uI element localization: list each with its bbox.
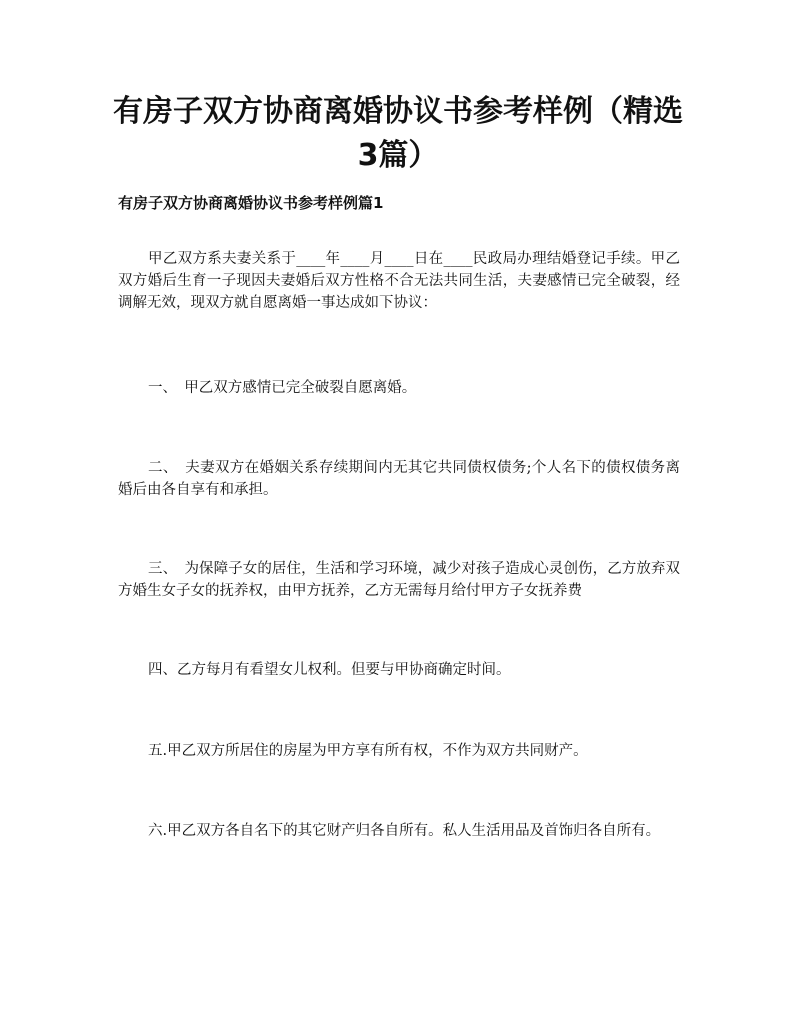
clause-1: 一、 甲乙双方感情已完全破裂自愿离婚。 bbox=[148, 380, 417, 396]
clause-5: 五.甲乙双方所居住的房屋为甲方享有所有权，不作为双方共同财产。 bbox=[148, 743, 588, 759]
clause-3: 三、 为保障子女的居住，生活和学习环境，减少对孩子造成心灵创伤，乙方放弃双方婚生女子女的抚养权，由甲方抚养，乙方无需每月给付甲方子女抚养费 bbox=[118, 561, 680, 599]
clause-4: 四、乙方每月有看望女儿权利。但要与甲协商确定时间。 bbox=[148, 662, 511, 678]
document-title-line-1: 有房子双方协商离婚协议书参考样例（精选 bbox=[113, 94, 683, 129]
document-title-line-2: 3篇） bbox=[357, 138, 439, 173]
section-heading: 有房子双方协商离婚协议书参考样例篇1 bbox=[118, 194, 384, 212]
clause-2: 二、 夫妻双方在婚姻关系存续期间内无其它共同债权债务;个人名下的债权债务离婚后由各自享有和承担。 bbox=[118, 460, 680, 498]
intro-paragraph: 甲乙双方系夫妻关系于____年____月____日在____民政局办理结婚登记手续。甲乙双方婚后生育一子现因夫妻婚后双方性格不合无法共同生活，夫妻感情已完全破裂，经调解无效，现双方就自愿离婚一事达成如下协议： bbox=[118, 251, 680, 311]
clause-6: 六.甲乙双方各自名下的其它财产归各自所有。私人生活用品及首饰归各自所有。 bbox=[148, 823, 661, 839]
